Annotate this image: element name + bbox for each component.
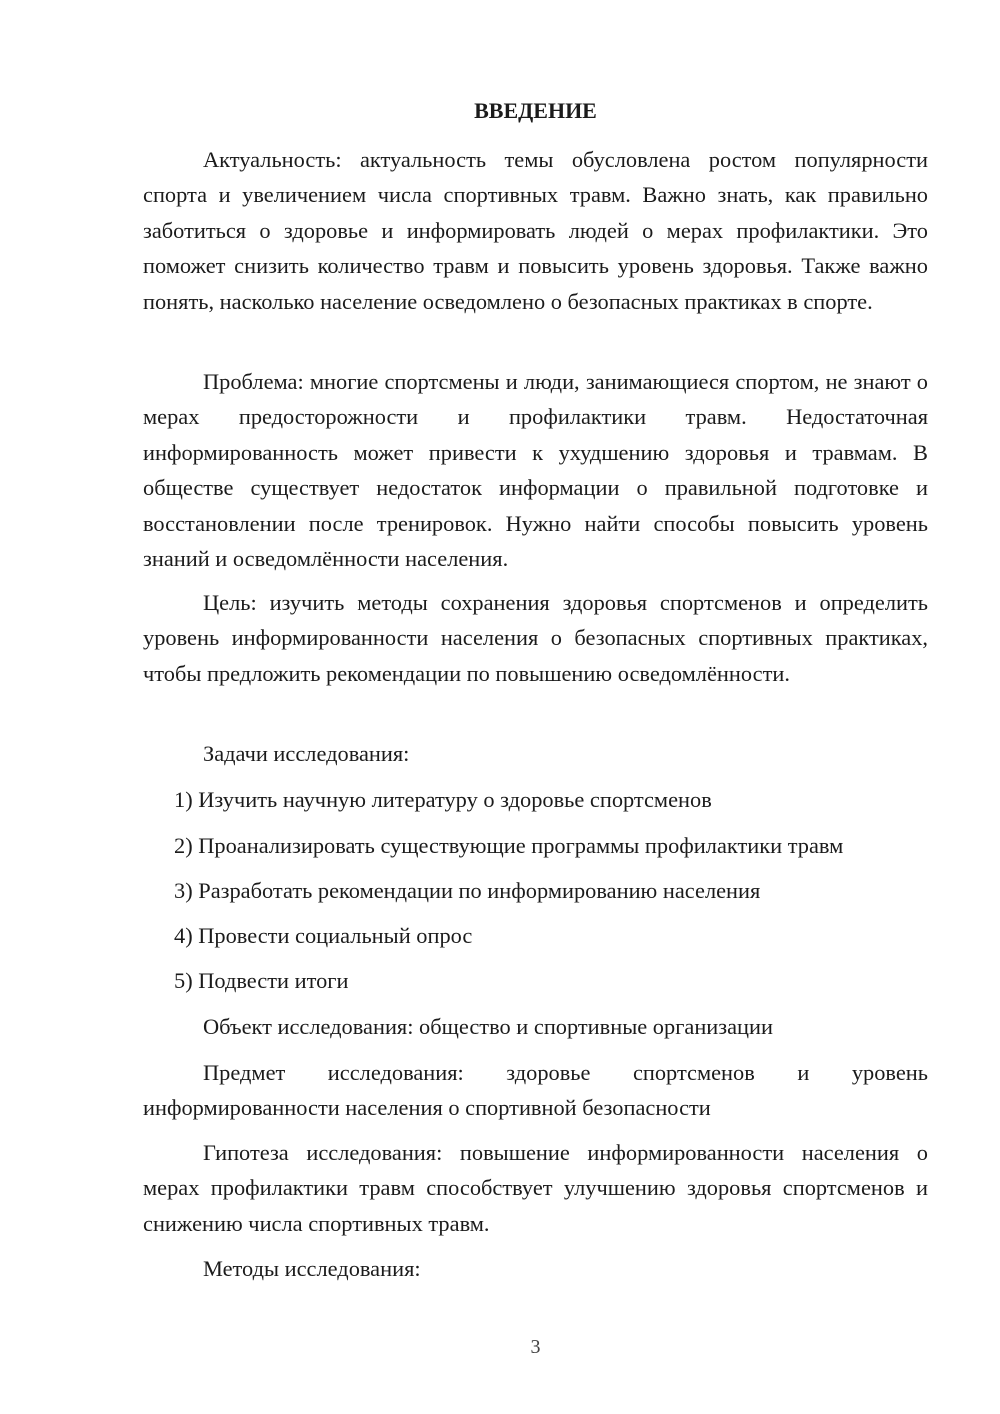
task-item: 3) Разработать рекомендации по информированию населения [174, 878, 761, 903]
relevance-paragraph: Актуальность: актуальность темы обусловлена ростом популярности спорта и увеличением числа спортивных травм. Важно знать, как правильно заботиться о здоровье и информировать людей о мерах профилактики. Это поможет снизить количество травм и повысить уровень здоровья. Также важно понять, насколько население осведомлено о безопасных практиках в спорте. [143, 147, 928, 314]
tasks-heading: Задачи исследования: [203, 741, 410, 766]
page-number: 3 [530, 1336, 541, 1358]
page-title: ВВЕДЕНИЕ [474, 98, 597, 123]
subject-paragraph: Предмет исследования: здоровье спортсменов и уровень информированности населения о спортивной безопасности [143, 1060, 928, 1121]
hypothesis-paragraph: Гипотеза исследования: повышение информированности населения о мерах профилактики травм способствует улучшению здоровья спортсменов и снижению числа спортивных травм. [143, 1140, 928, 1236]
object-paragraph: Объект исследования: общество и спортивные организации [203, 1014, 774, 1039]
task-item: 4) Провести социальный опрос [174, 923, 473, 948]
task-item: 2) Проанализировать существующие программы профилактики травм [174, 833, 844, 858]
task-item: 1) Изучить научную литературу о здоровье спортсменов [174, 787, 712, 812]
goal-paragraph: Цель: изучить методы сохранения здоровья спортсменов и определить уровень информированности населения о безопасных спортивных практиках, чтобы предложить рекомендации по повышению осведомлённости. [143, 590, 928, 686]
problem-paragraph: Проблема: многие спортсмены и люди, занимающиеся спортом, не знают о мерах предосторожности и профилактики травм. Недостаточная информированность может привести к ухудшению здоровья и травмам. В обществе существует недостаток информации о правильной подготовке и восстановлении после тренировок. Нужно найти способы повысить уровень знаний и осведомлённости населения. [143, 369, 928, 572]
methods-heading: Методы исследования: [203, 1256, 421, 1281]
task-item: 5) Подвести итоги [174, 968, 349, 993]
document-page [143, 0, 928, 1414]
